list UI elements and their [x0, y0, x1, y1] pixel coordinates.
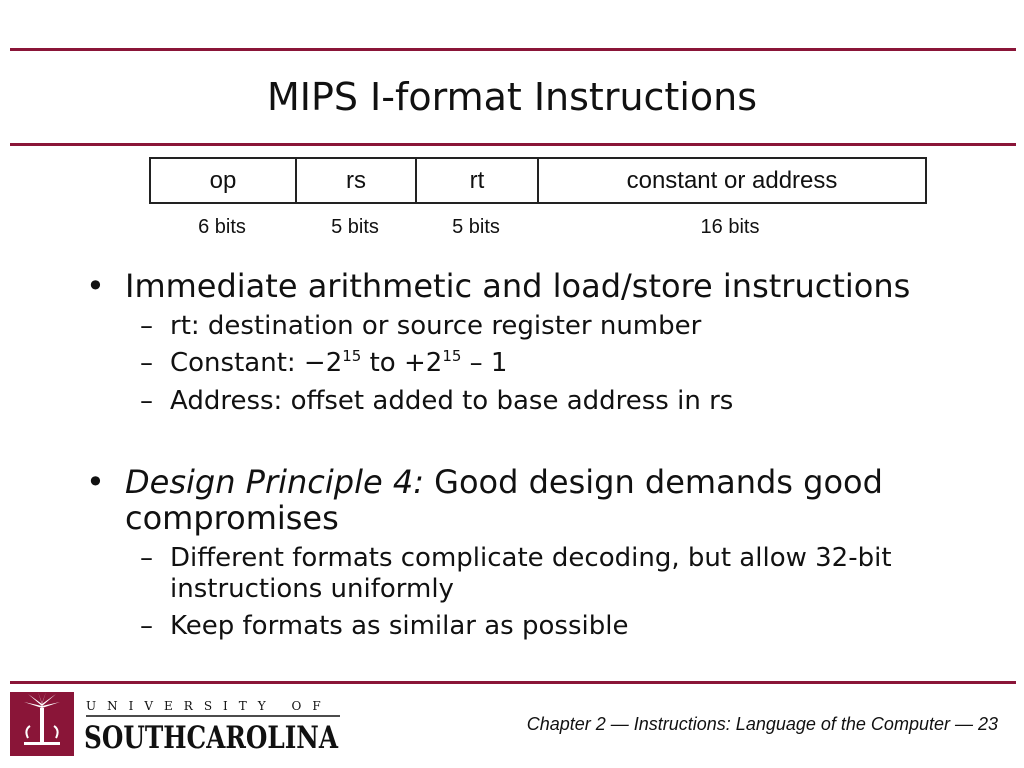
bullet-text — [125, 464, 985, 536]
bits-constant: 16 bits — [700, 216, 760, 238]
sub-text: Address: offset added to base address in rs — [170, 386, 734, 416]
dash-glyph: – — [140, 386, 153, 416]
bullet-italic: Design Principle 4: — [125, 463, 424, 501]
sub-text — [170, 348, 970, 379]
slide-footer: Chapter 2 — Instructions: Language of the Computer — 23 — [526, 714, 998, 734]
top-divider — [10, 48, 1016, 51]
sub-text: Different formats complicate decoding, but allow 32-bit instructions uniformly — [170, 543, 892, 604]
logo-main-text: SOUTHCAROLINA — [84, 720, 339, 756]
title-divider — [10, 143, 1016, 146]
slide-title: MIPS I-format Instructions — [266, 75, 758, 119]
field-rt: rt — [417, 159, 539, 202]
exponent: 15 — [442, 347, 462, 365]
bullet-rest: Good design demands good compromises — [125, 463, 883, 537]
logo-top-text: UNIVERSITY OF — [86, 699, 332, 713]
field-constant-or-address: constant or address — [626, 166, 838, 194]
dash-glyph: – — [140, 611, 153, 641]
constant-prefix: Constant: −2 — [170, 348, 343, 378]
sub-text: rt: destination or source register number — [170, 311, 702, 341]
instruction-format-diagram — [149, 157, 927, 204]
footer-divider — [10, 681, 1016, 684]
bits-rt: 5 bits — [452, 216, 500, 238]
bits-rs: 5 bits — [331, 216, 379, 238]
exponent: 15 — [342, 347, 362, 365]
dash-glyph: – — [140, 543, 153, 573]
bullet-glyph: • — [86, 267, 105, 305]
bullet-text: Immediate arithmetic and load/store instructions — [125, 267, 911, 305]
bullet-glyph: • — [86, 463, 105, 501]
dash-glyph: – — [140, 348, 153, 378]
constant-suffix: – 1 — [461, 348, 508, 378]
field-rs: rs — [297, 159, 417, 202]
dash-glyph: – — [140, 311, 153, 341]
university-logo — [10, 690, 350, 760]
sub-text: Keep formats as similar as possible — [170, 611, 629, 641]
bits-op: 6 bits — [198, 216, 246, 238]
field-op: op — [151, 159, 297, 202]
constant-middle: to +2 — [361, 348, 443, 378]
